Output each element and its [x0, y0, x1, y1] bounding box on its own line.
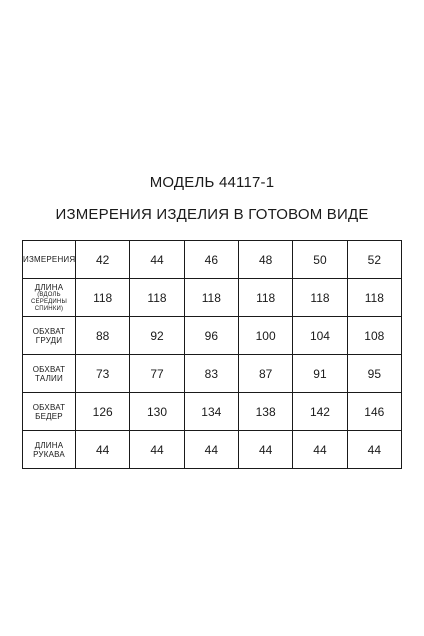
row-label: ДЛИНА [34, 440, 64, 450]
table-cell: 138 [238, 393, 292, 431]
table-row [23, 279, 402, 317]
table-cell: 118 [238, 279, 292, 317]
row-label: БЕДЕР [35, 411, 63, 421]
title-block [0, 172, 424, 226]
row-label-note: СПИНКИ) [34, 305, 64, 312]
row-label: ОБХВАТ [32, 364, 66, 374]
table-cell: 42 [76, 241, 130, 279]
table-row [23, 431, 402, 469]
table-cell: 52 [347, 241, 401, 279]
table-cell: 118 [293, 279, 347, 317]
row-label-cell [23, 355, 76, 393]
table-cell: 44 [184, 431, 238, 469]
table-cell: 118 [76, 279, 130, 317]
table-cell: 44 [347, 431, 401, 469]
measurements-subtitle: ИЗМЕРЕНИЯ ИЗДЕЛИЯ В ГОТОВОМ ВИДЕ [55, 206, 369, 223]
row-label-cell [23, 393, 76, 431]
size-table [22, 240, 402, 469]
row-label: ОБХВАТ [32, 326, 66, 336]
table-cell: 48 [238, 241, 292, 279]
table-cell: 44 [130, 431, 184, 469]
row-label-cell [23, 431, 76, 469]
row-label-cell [23, 279, 76, 317]
table-cell: 88 [76, 317, 130, 355]
row-label: РУКАВА [33, 449, 65, 459]
row-label-cell [23, 317, 76, 355]
model-title: МОДЕЛЬ 44117-1 [149, 174, 275, 191]
table-cell: 46 [184, 241, 238, 279]
row-label: ОБХВАТ [32, 402, 66, 412]
table-cell: 92 [130, 317, 184, 355]
row-label: ТАЛИИ [35, 373, 63, 383]
table-cell: 108 [347, 317, 401, 355]
table-cell: 104 [293, 317, 347, 355]
row-label: ГРУДИ [35, 335, 63, 345]
table-cell: 44 [293, 431, 347, 469]
table-cell: 73 [76, 355, 130, 393]
table-row [23, 355, 402, 393]
table-cell: 44 [76, 431, 130, 469]
size-table-body [23, 241, 402, 469]
table-cell: 118 [347, 279, 401, 317]
table-cell: 96 [184, 317, 238, 355]
table-cell: 100 [238, 317, 292, 355]
table-cell: 50 [293, 241, 347, 279]
table-cell: 77 [130, 355, 184, 393]
table-cell: 130 [130, 393, 184, 431]
row-label: ДЛИНА [34, 282, 64, 292]
table-row [23, 241, 402, 279]
table-cell: 44 [130, 241, 184, 279]
table-cell: 91 [293, 355, 347, 393]
table-cell: 87 [238, 355, 292, 393]
table-row [23, 317, 402, 355]
row-label: ИЗМЕРЕНИЯ [23, 255, 76, 264]
table-cell: 134 [184, 393, 238, 431]
row-label-note: (ВДОЛЬ СЕРЕДИНЫ [31, 291, 67, 305]
table-cell: 126 [76, 393, 130, 431]
table-cell: 83 [184, 355, 238, 393]
table-cell: 142 [293, 393, 347, 431]
row-label-cell [23, 241, 76, 279]
table-cell: 146 [347, 393, 401, 431]
table-cell: 118 [184, 279, 238, 317]
table-cell: 118 [130, 279, 184, 317]
table-row [23, 393, 402, 431]
table-cell: 44 [238, 431, 292, 469]
table-cell: 95 [347, 355, 401, 393]
